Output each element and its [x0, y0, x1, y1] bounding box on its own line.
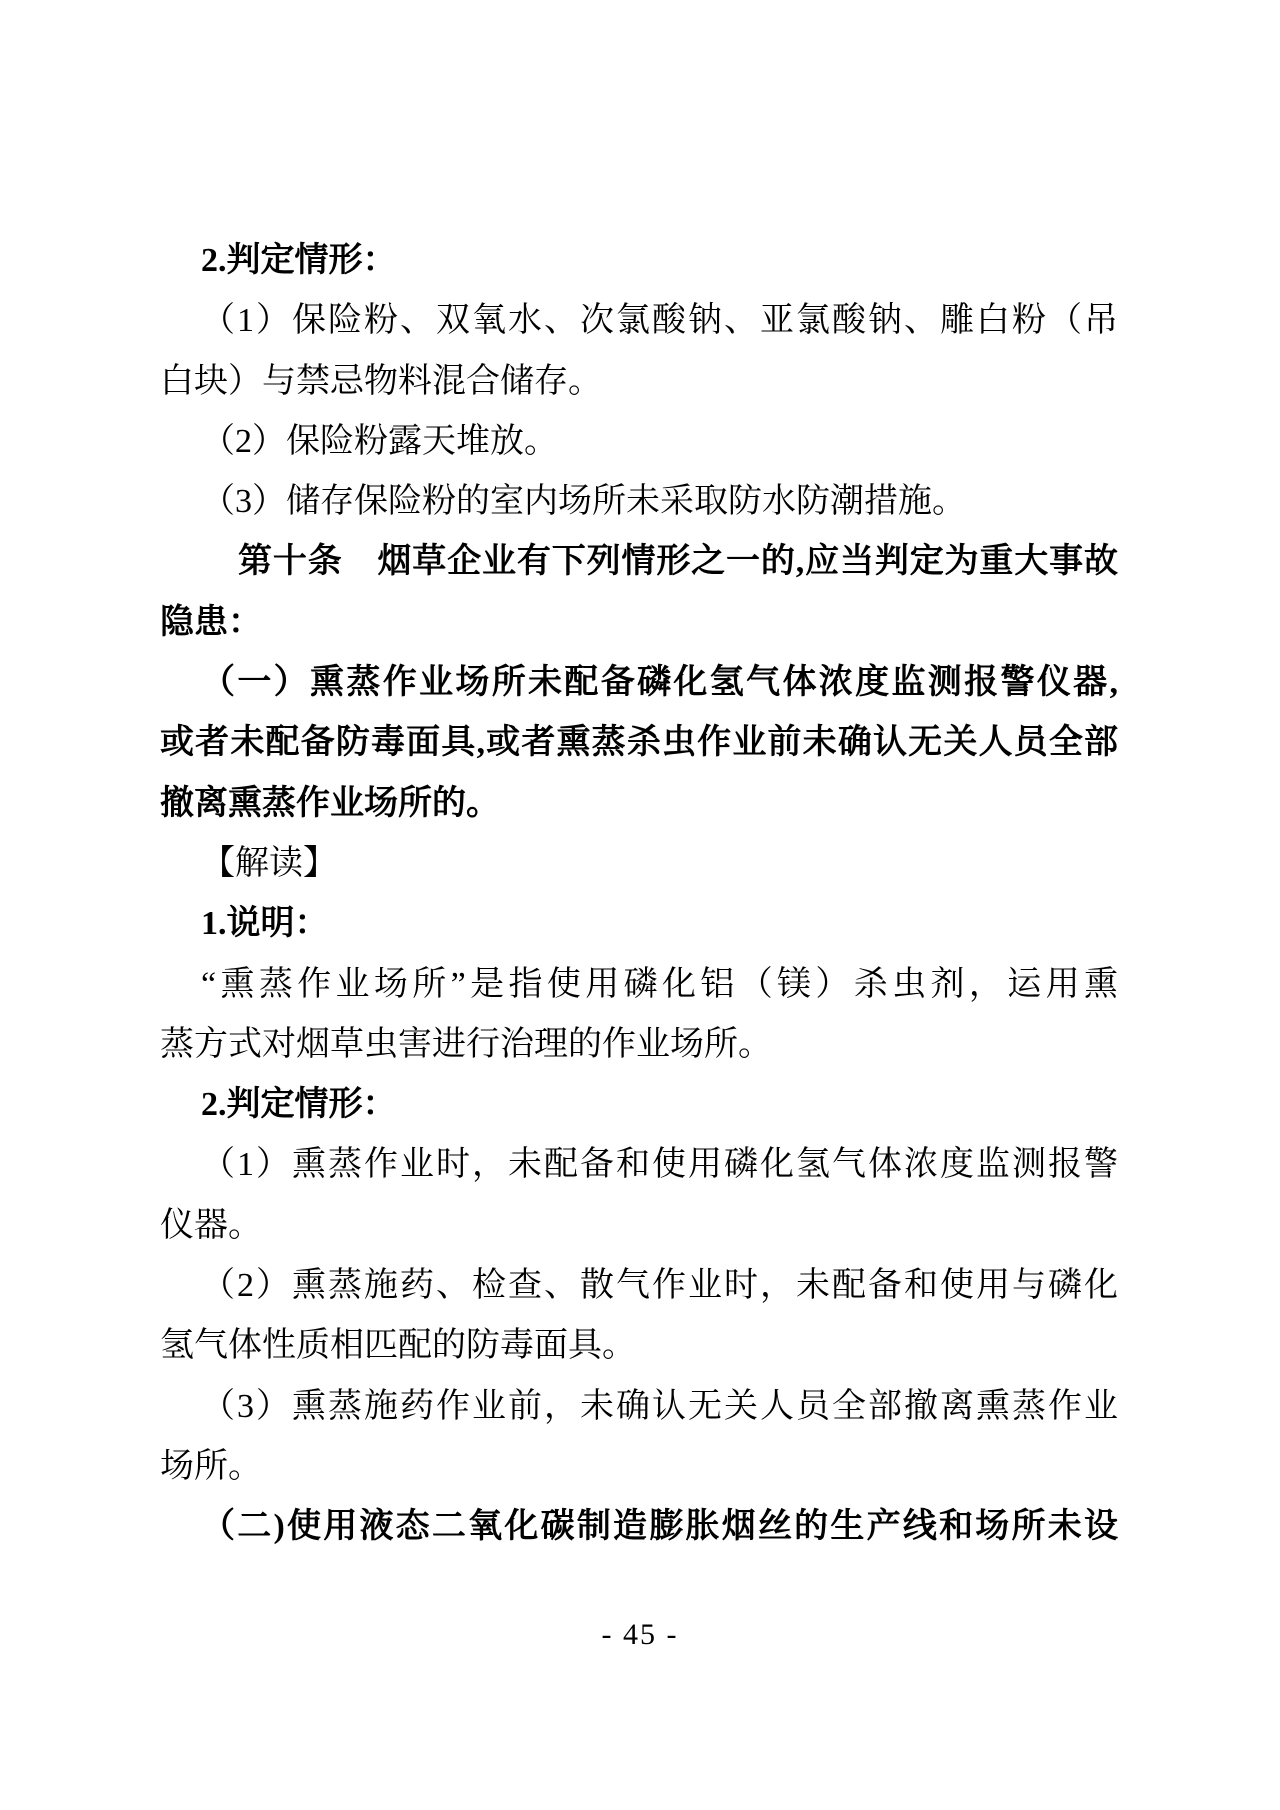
body-line: （2）保险粉露天堆放。 — [201, 422, 558, 460]
document-body — [160, 231, 1118, 1558]
page-number: - 45 - — [601, 1618, 679, 1651]
clause-line: 或者未配备防毒面具,或者熏蒸杀虫作业前未确认无关人员全部 — [160, 724, 1118, 762]
body-line: “熏蒸作业场所”是指使用磷化铝（镁）杀虫剂，运用熏 — [201, 965, 1118, 1003]
body-line: 仪器。 — [160, 1206, 262, 1244]
item-heading-line: 1.说明： — [201, 905, 329, 943]
body-line: 场所。 — [160, 1447, 262, 1485]
item-heading-line: 2.判定情形： — [201, 242, 397, 279]
body-line: 氢气体性质相匹配的防毒面具。 — [160, 1327, 636, 1365]
article-heading-line: 隐患： — [160, 603, 262, 641]
body-line: （1）保险粉、双氧水、次氯酸钠、亚氯酸钠、雕白粉（吊 — [201, 302, 1118, 340]
interpretation-label: 【解读】 — [201, 844, 337, 882]
body-line: （2）熏蒸施药、检查、散气作业时，未配备和使用与磷化 — [201, 1267, 1118, 1305]
body-line: 白块）与禁忌物料混合储存。 — [160, 362, 602, 400]
item-heading-line: 2.判定情形： — [201, 1086, 397, 1124]
clause-line: 撤离熏蒸作业场所的。 — [160, 784, 500, 822]
clause-line: （一）熏蒸作业场所未配备磷化氢气体浓度监测报警仪器, — [201, 664, 1118, 702]
clause-line: （二)使用液态二氧化碳制造膨胀烟丝的生产线和场所未设 — [201, 1508, 1118, 1546]
body-line: （3）熏蒸施药作业前，未确认无关人员全部撤离熏蒸作业 — [201, 1387, 1118, 1425]
body-line: （1）熏蒸作业时，未配备和使用磷化氢气体浓度监测报警 — [201, 1146, 1118, 1184]
article-heading-line: 第十条 烟草企业有下列情形之一的,应当判定为重大事故 — [238, 543, 1118, 581]
body-line: 蒸方式对烟草虫害进行治理的作业场所。 — [160, 1025, 772, 1063]
body-line: （3）储存保险粉的室内场所未采取防水防潮措施。 — [201, 483, 966, 521]
